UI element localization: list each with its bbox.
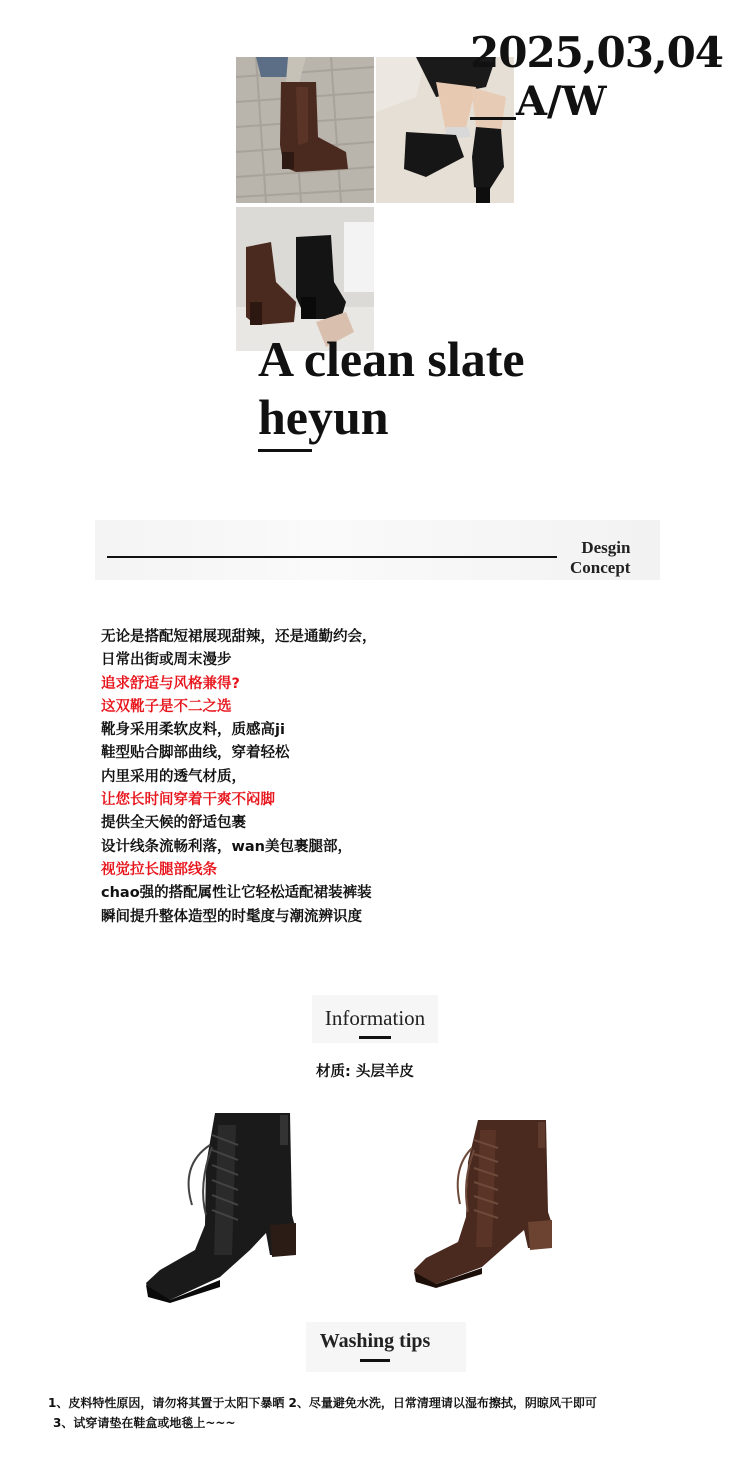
copy-line-highlight: 这双靴子是不二之选 [101, 698, 232, 715]
copy-line: 设计线条流畅利落，wan美包裹腿部， [101, 838, 353, 855]
washing-tips-text [48, 1393, 597, 1433]
copy-line-highlight: 视觉拉长腿部线条 [101, 861, 217, 878]
headline-rule [258, 449, 312, 452]
date-rule [470, 117, 516, 120]
banner-line [107, 556, 557, 558]
washing-tip-line-2: 3、试穿请垫在鞋盒或地毯上~~~ [53, 1416, 236, 1430]
copy-line: 提供全天候的舒适包裹 [101, 815, 246, 832]
copy-line: 日常出街或周末漫步 [101, 652, 232, 669]
photo-black-boots-sitting [376, 57, 514, 203]
design-concept-title-2: Concept [570, 558, 631, 577]
copy-line: 鞋型贴合脚部曲线，穿着轻松 [101, 745, 290, 762]
copy-line-highlight: 追求舒适与风格兼得? [101, 675, 240, 692]
headline-line-2: heyun [258, 389, 389, 445]
copy-line: 无论是搭配短裙展现甜辣，还是通勤约会， [101, 629, 377, 645]
material-label: 材质: 头层羊皮 [316, 1064, 414, 1080]
design-concept-title [570, 538, 630, 578]
design-concept-title-1: Desgin [581, 538, 631, 557]
washing-tips-title: Washing tips [319, 1330, 431, 1352]
copy-line: 瞬间提升整体造型的时髦度与潮流辨识度 [101, 908, 362, 925]
description-copy [101, 626, 377, 929]
information-rule [359, 1036, 391, 1039]
headline [258, 330, 525, 446]
black-boot-image [140, 1105, 310, 1305]
copy-line: 靴身采用柔软皮料，质感高ji [101, 722, 285, 739]
copy-line-highlight: 让您长时间穿着干爽不闷脚 [101, 792, 275, 809]
date-label: 2025,03,04 [470, 28, 724, 77]
season-label: A/W [516, 78, 607, 125]
photo-brown-boot-on-rug [236, 57, 374, 203]
information-title: Information [324, 1006, 426, 1030]
headline-line-1: A clean slate [258, 331, 525, 387]
copy-line: 内里采用的透气材质， [101, 768, 246, 785]
copy-line: chao强的搭配属性让它轻松适配裙装裤装 [101, 885, 372, 902]
washing-tip-line-1: 1、皮料特性原因，请勿将其置于太阳下暴晒 2、尽量避免水洗，日常清理请以湿布擦拭，阴晾风干即可 [48, 1396, 597, 1410]
washing-tips-rule [360, 1359, 390, 1362]
brown-boot-image [408, 1112, 558, 1292]
